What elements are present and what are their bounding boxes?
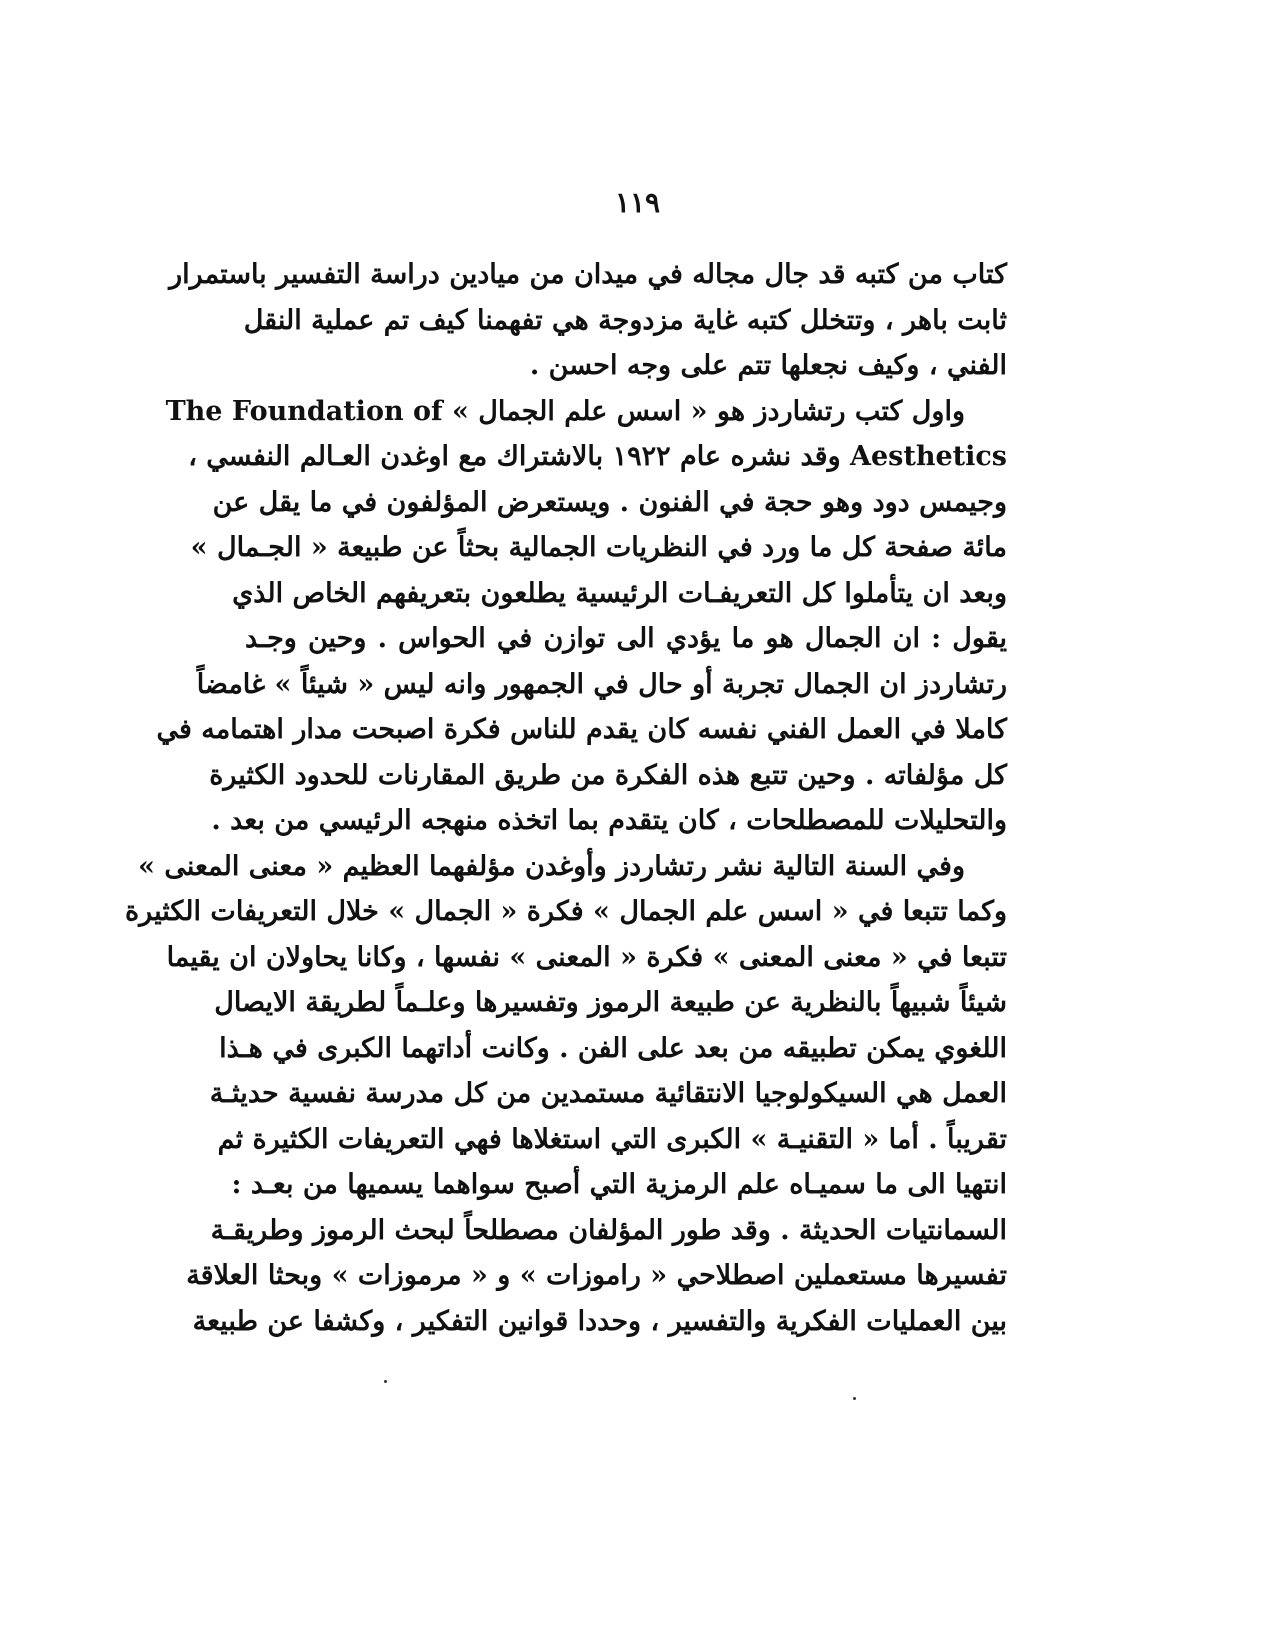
text-line: يقول : ان الجمال هو ما يؤدي الى توازن في الحواس . وحين وجـد xyxy=(245,623,1007,654)
text-line: الفني ، وكيف نجعلها تتم على وجه احسن . xyxy=(529,350,1007,381)
text-line: والتحليلات للمصطلحات ، كان يتقدم بما اتخذه منهجه الرئيسي من بعد . xyxy=(211,805,1007,836)
text-line: رتشاردز ان الجمال تجربة أو حال في الجمهور وانه ليس « شيئاً » غامضاً xyxy=(196,668,1007,700)
paragraph-2 xyxy=(156,389,1007,844)
text-line: تتبعا في « معنى المعنى » فكرة « المعنى » نفسها ، وكانا يحاولان ان يقيما xyxy=(166,941,1007,973)
text-line: كل مؤلفاته . وحين تتبع هذه الفكرة من طريق المقارنات للحدود الكثيرة xyxy=(209,759,1007,791)
scan-speck xyxy=(384,1380,387,1383)
text-line: كاملا في العمل الفني نفسه كان يقدم للناس فكرة اصبحت مدار اهتمامه في xyxy=(156,714,1007,745)
text-line: Aesthetics وقد نشره عام ١٩٢٢ بالاشتراك مع اوغدن العـالم النفسي ، xyxy=(188,441,1007,472)
body-text xyxy=(125,252,1007,1344)
text-line: وجيمس دود وهو حجة في الفنون . ويستعرض المؤلفون في ما يقل عن xyxy=(212,486,1007,518)
text-line: انتهيا الى ما سميـاه علم الرمزية التي أصبح سواهما يسميها من بعـد : xyxy=(231,1169,1007,1200)
text-line: مائة صفحة كل ما ورد في النظريات الجمالية بحثاً عن طبيعة « الجـمال » xyxy=(190,532,1007,563)
scan-speck xyxy=(853,1397,856,1400)
text-line: وبعد ان يتأملوا كل التعريفـات الرئيسية يطلعون بتعريفهم الخاص الذي xyxy=(232,577,1007,609)
text-line: ثابت باهر ، وتتخلل كتبه غاية مزدوجة هي تفهمنا كيف تم عملية النقل xyxy=(243,304,1007,336)
text-line: وكما تتبعا في « اسس علم الجمال » فكرة « الجمال » خلال التعريفات الكثيرة xyxy=(125,896,1007,927)
text-line: واول كتب رتشاردز هو « اسس علم الجمال » The Foundation of xyxy=(165,395,965,427)
text-line: كتاب من كتبه قد جال مجاله في ميدان من ميادين دراسة التفسير باستمرار xyxy=(169,259,1007,290)
text-line: تقريباً . أما « التقنيـة » الكبرى التي استغلاها فهي التعريفات الكثيرة ثم xyxy=(217,1123,1007,1155)
paragraph-1 xyxy=(169,252,1007,389)
page-number: ١١٩ xyxy=(614,186,661,219)
text-line: وفي السنة التالية نشر رتشاردز وأوغدن مؤلفهما العظيم « معنى المعنى » xyxy=(138,850,965,882)
text-line: اللغوي يمكن تطبيقه من بعد على الفن . وكانت أداتهما الكبرى في هـذا xyxy=(219,1032,1007,1064)
text-line: تفسيرها مستعملين اصطلاحي « راموزات » و « مرموزات » وبحثا العلاقة xyxy=(186,1260,1007,1291)
text-line: شيئاً شبيهاً بالنظرية عن طبيعة الرموز وتفسيرها وعلـماً لطريقة الايصال xyxy=(214,987,1007,1018)
text-line: السمانتيات الحديثة . وقد طور المؤلفان مصطلحاً لبحث الرموز وطريقـة xyxy=(210,1214,1007,1246)
text-line: بين العمليات الفكرية والتفسير ، وحددا قوانين التفكير ، وكشفا عن طبيعة xyxy=(192,1305,1007,1337)
text-line: العمل هي السيكولوجيا الانتقائية مستمدين من كل مدرسة نفسية حديثـة xyxy=(209,1078,1007,1109)
paragraph-3 xyxy=(125,844,1007,1345)
